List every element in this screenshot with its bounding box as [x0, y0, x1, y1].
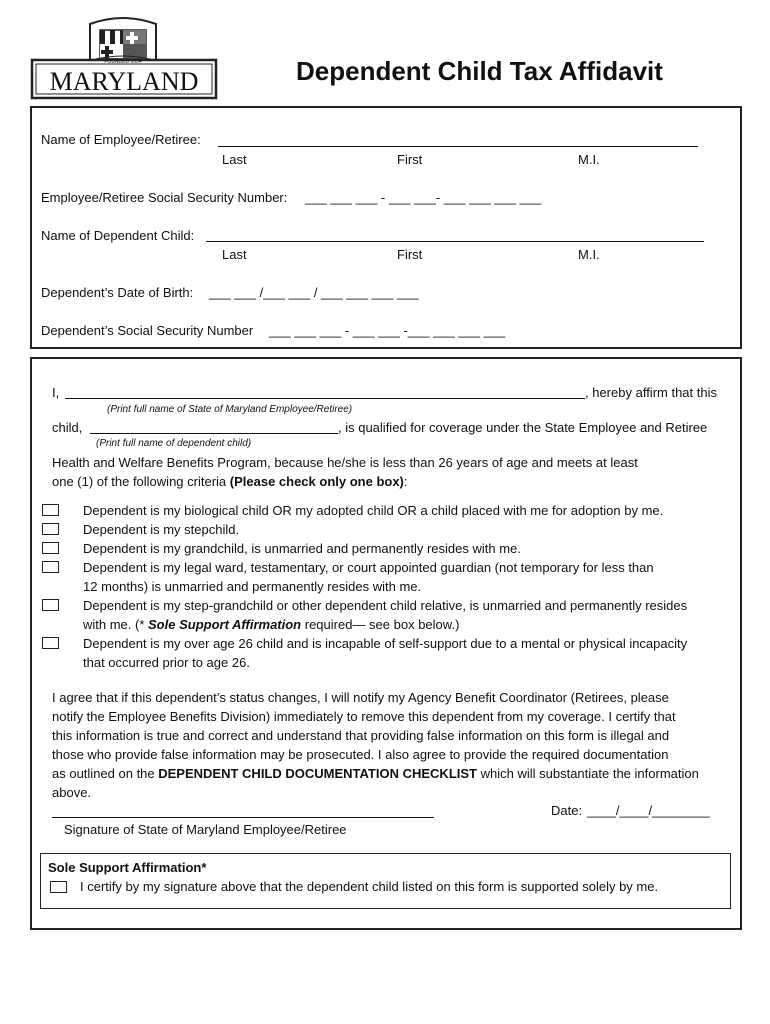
qualified-suffix: , is qualified for coverage under the State Employee and Retiree	[338, 420, 708, 435]
affirm-i-prefix: I,	[52, 385, 60, 400]
child-prefix: child,	[52, 420, 83, 435]
criteria-stepchild-text: Dependent is my stepchild.	[83, 522, 240, 537]
maryland-logo	[30, 16, 218, 100]
criteria-legal-ward-text-cont: 12 months) is unmarried and permanently resides with me.	[83, 579, 422, 594]
agreement-line-2: notify the Employee Benefits Division) immediately to remove this dependent from my coverage. I certify that	[52, 709, 676, 724]
employee-name-hint: (Print full name of State of Maryland Employee/Retiree)	[107, 404, 353, 415]
agreement-line-1: I agree that if this dependent’s status changes, I will notify my Agency Benefit Coordinator (Retirees, please	[52, 690, 669, 705]
employee-ssn-field[interactable]: ___ ___ ___ - ___ ___- ___ ___ ___ ___	[305, 190, 542, 205]
dependent-print-name-field[interactable]	[90, 433, 338, 434]
criteria-legal-ward-checkbox[interactable]	[42, 561, 59, 573]
signature-field[interactable]	[52, 817, 434, 818]
dependent-ssn-label: Dependent’s Social Security Number	[41, 323, 254, 338]
employee-last-sublabel: Last	[222, 152, 247, 167]
dependent-first-sublabel: First	[397, 247, 423, 262]
criteria-legal-ward-text: Dependent is my legal ward, testamentary, or court appointed guardian (not temporary for less than	[83, 560, 654, 575]
criteria-intro: one (1) of the following criteria (Please check only one box):	[52, 474, 408, 489]
agreement-line-5: as outlined on the DEPENDENT CHILD DOCUMENTATION CHECKLIST which will substantiate the information	[52, 766, 699, 781]
sole-support-checkbox[interactable]	[50, 881, 67, 893]
dependent-dob-label: Dependent’s Date of Birth:	[41, 285, 194, 300]
sole-support-heading: Sole Support Affirmation*	[48, 860, 207, 875]
dependent-name-hint: (Print full name of dependent child)	[96, 438, 252, 449]
agreement-line-6: above.	[52, 785, 92, 800]
dependent-ssn-field[interactable]: ___ ___ ___ - ___ ___ -___ ___ ___ ___	[269, 323, 506, 338]
criteria-grandchild-text: Dependent is my grandchild, is unmarried and permanently resides with me.	[83, 541, 521, 556]
criteria-step-grandchild-text-cont: with me. (* Sole Support Affirmation required— see box below.)	[83, 617, 460, 632]
criteria-step-grandchild-text: Dependent is my step-grandchild or other dependent child relative, is unmarried and permanently resides	[83, 598, 688, 613]
criteria-grandchild-checkbox[interactable]	[42, 542, 59, 554]
dependent-mi-sublabel: M.I.	[578, 247, 600, 262]
criteria-biological-checkbox[interactable]	[42, 504, 59, 516]
criteria-biological-text: Dependent is my biological child OR my adopted child OR a child placed with me for adoption by me.	[83, 503, 664, 518]
logo-ribbon-text: FOUNDED 1634	[104, 59, 142, 65]
page-title: Dependent Child Tax Affidavit	[296, 56, 663, 86]
dependent-name-label: Name of Dependent Child:	[41, 228, 195, 243]
employee-name-label: Name of Employee/Retiree:	[41, 132, 201, 147]
employee-print-name-field[interactable]	[65, 398, 585, 399]
employee-ssn-label: Employee/Retiree Social Security Number:	[41, 190, 288, 205]
signature-label: Signature of State of Maryland Employee/Retiree	[64, 822, 347, 837]
date-label: Date:	[551, 803, 583, 818]
dependent-dob-field[interactable]: ___ ___ /___ ___ / ___ ___ ___ ___	[209, 285, 419, 300]
criteria-over-26-text: Dependent is my over age 26 child and is incapable of self-support due to a mental or physical incapacity	[83, 636, 688, 651]
employee-first-sublabel: First	[397, 152, 423, 167]
criteria-stepchild-checkbox[interactable]	[42, 523, 59, 535]
criteria-over-26-checkbox[interactable]	[42, 637, 59, 649]
employee-name-field[interactable]	[218, 146, 698, 147]
program-text: Health and Welfare Benefits Program, because he/she is less than 26 years of age and meets at least	[52, 455, 638, 470]
affirm-suffix: , hereby affirm that this	[585, 385, 717, 400]
date-field[interactable]: ____/____/________	[587, 803, 710, 818]
employee-mi-sublabel: M.I.	[578, 152, 600, 167]
maryland-flag-icon	[30, 16, 218, 100]
sole-support-text: I certify by my signature above that the dependent child listed on this form is supported solely by me.	[80, 879, 659, 894]
logo-wordmark: MARYLAND	[49, 67, 199, 96]
dependent-last-sublabel: Last	[222, 247, 247, 262]
agreement-line-3: this information is true and correct and understand that providing false information on this form is illegal and	[52, 728, 670, 743]
criteria-over-26-text-cont: that occurred prior to age 26.	[83, 655, 250, 670]
dependent-name-field[interactable]	[206, 241, 704, 242]
agreement-line-4: those who provide false information may be prosecuted. I also agree to provide the required documentation	[52, 747, 669, 762]
criteria-step-grandchild-checkbox[interactable]	[42, 599, 59, 611]
